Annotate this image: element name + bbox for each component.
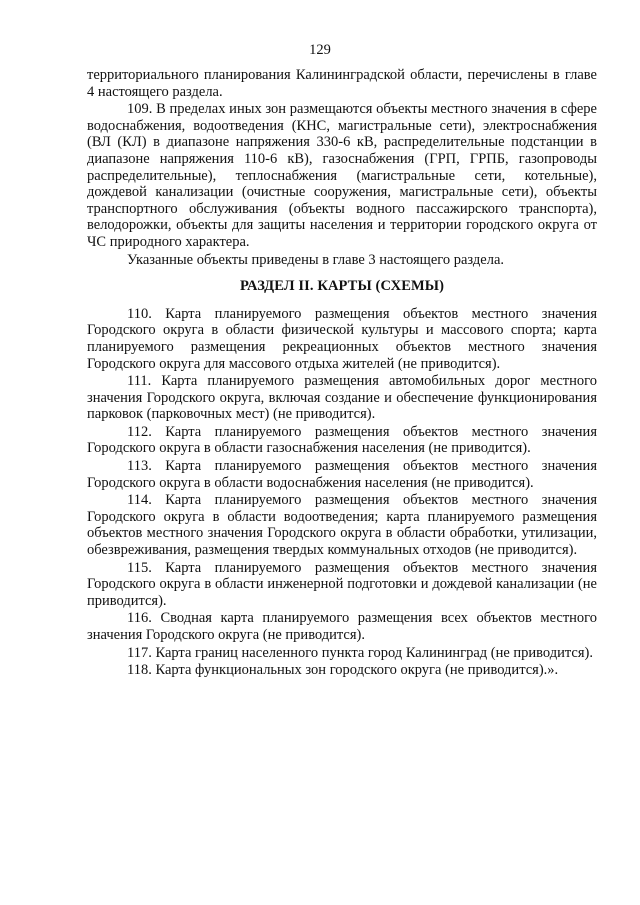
paragraph-116: 116. Сводная карта планируемого размещения всех объектов местного значения Городского округа (не приводится). (87, 610, 597, 643)
paragraph-109: 109. В пределах иных зон размещаются объекты местного значения в сфере водоснабжения, водоотведения (КНС, магистральные сети), электроснабжения (ВЛ (КЛ) в диапазоне напряжения 330-6 кВ, распределительные подстанции в диапазоне напряжения 110-6 кВ), газоснабжения (ГРП, ГРПБ, газопроводы распределительные), теплоснабжения (магистральные сети, котельные), дождевой канализации (очистные сооружения, магистральные сети), объекты транспортного обслуживания (объекты водного пассажирского транспорта), велодорожки, объекты для защиты населения и территории городского округа от ЧС природного характера. (87, 101, 597, 250)
page-content (87, 67, 597, 679)
paragraph-117: 117. Карта границ населенного пункта город Калининград (не приводится). (127, 644, 593, 661)
paragraph-continuation: территориального планирования Калининградской области, перечислены в главе 4 настоящего раздела. (87, 67, 597, 100)
paragraph-114: 114. Карта планируемого размещения объектов местного значения Городского округа в области водоотведения; карта планируемого размещения объектов местного значения Городского округа в области обработки, утилизации, обезвреживания, размещения твердых коммунальных отходов (не приводится). (87, 492, 597, 559)
paragraph-111: 111. Карта планируемого размещения автомобильных дорог местного значения Городского округа, включая создание и обеспечение функционирования парковок (парковочных мест) (не приводится). (87, 373, 597, 423)
section-heading: РАЗДЕЛ II. КАРТЫ (СХЕМЫ) (239, 278, 445, 295)
paragraph-118: 118. Карта функциональных зон городского округа (не приводится).». (127, 662, 559, 679)
paragraph-113: 113. Карта планируемого размещения объектов местного значения Городского округа в области водоснабжения населения (не приводится). (87, 458, 597, 491)
page-number: 129 (309, 42, 331, 58)
paragraph-112: 112. Карта планируемого размещения объектов местного значения Городского округа в области газоснабжения населения (не приводится). (87, 423, 597, 457)
paragraph-115: 115. Карта планируемого размещения объектов местного значения Городского округа в области инженерной подготовки и дождевой канализации (не приводится). (87, 559, 597, 609)
paragraph-objects-note: Указанные объекты приведены в главе 3 настоящего раздела. (127, 251, 505, 268)
paragraph-110: 110. Карта планируемого размещения объектов местного значения Городского округа в области физической культуры и массового спорта; карта планируемого размещения рекреационных объектов местного значения Городского округа для массового отдыха жителей (не приводится). (87, 305, 597, 372)
